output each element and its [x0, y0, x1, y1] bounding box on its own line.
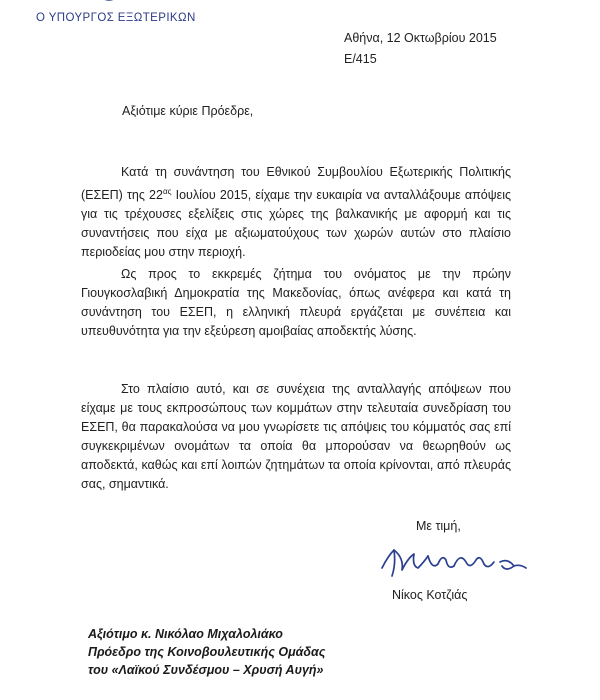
coat-of-arms-icon: [96, 0, 122, 8]
paragraph-1-rest: Ιουλίου 2015, είχαμε την ευκαιρία να ανταλλάξουμε απόψεις για τις τρέχουσες εξελίξεις στις χώρες της βαλκανικής με αφορμή και τις συναντήσεις που είχα με αξιωματούχους των χωρών αυτών στο πλαίσιο περιοδείας μου στην περιοχή.: [81, 188, 511, 260]
letter-date: Αθήνα, 12 Οκτωβρίου 2015: [344, 31, 497, 45]
letterhead: [0, 0, 220, 38]
body-paragraph-3: Στο πλαίσιο αυτό, και σε συνέχεια της ανταλλαγής απόψεων που είχαμε με τους εκπροσώπους των κομμάτων στην τελευταία συνεδρίαση του ΕΣΕΠ, θα παρακαλούσα να μου γνωρίσετε τις απόψεις του κόμματός σας επί συγκεκριμένων ονομάτων τα οποία θα μπορούσαν να θεωρηθούν ως αποδεκτά, καθώς και επί λοιπών ζητημάτων τα οποία κρίνονται, από πλευράς σας, σημαντικά.: [81, 382, 511, 491]
letterhead-title: Ο ΥΠΟΥΡΓΟΣ ΕΞΩΤΕΡΙΚΩΝ: [36, 12, 196, 24]
body-paragraph-2: Ως προς το εκκρεμές ζήτημα του ονόματος με την πρώην Γιουγκοσλαβική Δημοκρατία της Μακεδονίας, όπως ανέφερα και κατά τη συνάντηση του ΕΣΕΠ, η ελληνική πλευρά εργάζεται με συνέπεια και υπευθυνότητα για την εξεύρεση αμοιβαίας αποδεκτής λύσης.: [81, 267, 511, 338]
paragraph-1-start: Κατά τη συνάντηση του Εθνικού Συμβουλίου Εξωτερικής Πολιτικής (ΕΣΕΠ) της 22: [81, 165, 511, 203]
body-paragraph-1: [81, 163, 511, 262]
reference-number: Ε/415: [344, 52, 377, 66]
addressee-line-1: Αξιότιμο κ. Νικόλαο Μιχαλολιάκο: [88, 627, 283, 641]
signer-name: Νίκος Κοτζιάς: [392, 588, 468, 602]
closing-phrase: Με τιμή,: [416, 519, 461, 533]
addressee-line-3: του «Λαϊκού Συνδέσμου – Χρυσή Αυγή»: [88, 663, 324, 677]
paragraph-1-superscript: ας: [162, 187, 172, 196]
addressee-line-2: Πρόεδρο της Κοινοβουλευτικής Ομάδας: [88, 645, 326, 659]
salutation: Αξιότιμε κύριε Πρόεδρε,: [122, 104, 254, 118]
handwritten-signature-icon: [374, 536, 534, 586]
addressee-block: [88, 625, 325, 679]
